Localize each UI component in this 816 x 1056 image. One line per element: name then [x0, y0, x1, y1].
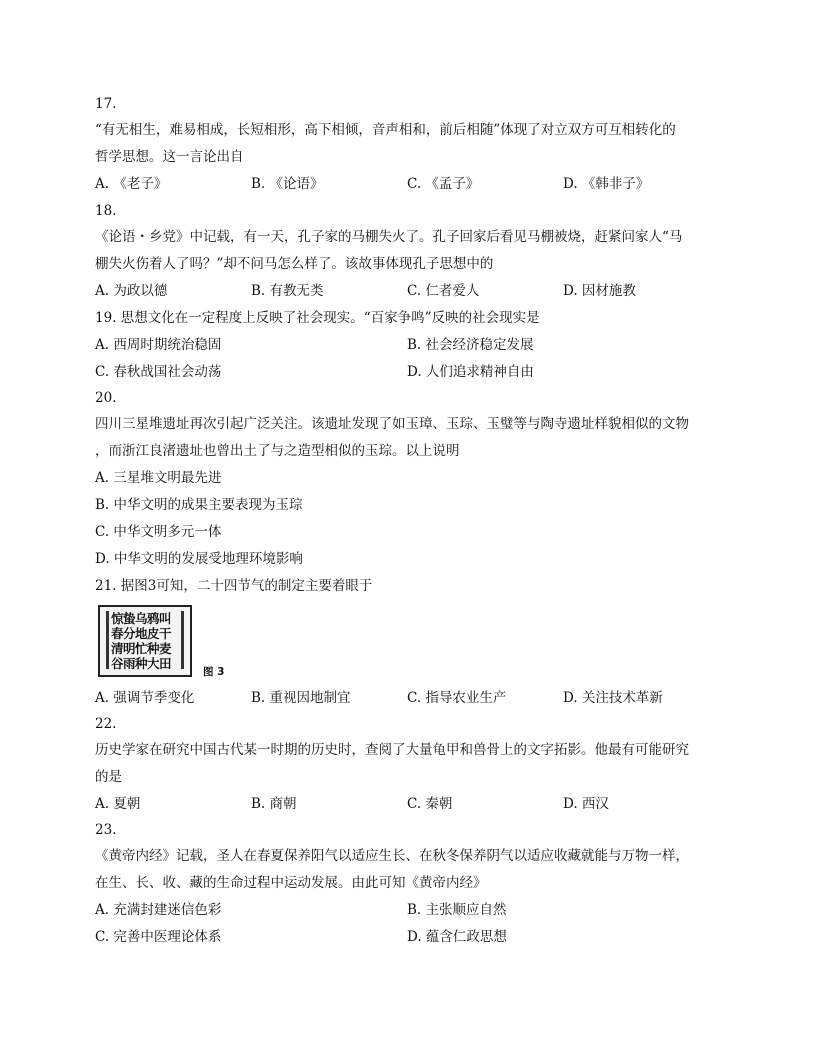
q17-stem-line1: “有无相生，难易相成，长短相形，高下相倾，音声相和，前后相随”体现了对立双方可互相转化的: [95, 122, 676, 138]
q17-option-c: C. 《孟子》: [407, 176, 480, 192]
q22-option-b: B. 商朝: [251, 796, 297, 812]
q22-number: 22.: [95, 716, 117, 732]
q19-stem: 19. 思想文化在一定程度上反映了社会现实。“百家争鸣”反映的社会现实是: [95, 310, 540, 326]
q20-stem-line2: ，而浙江良渚遗址也曾出土了与之造型相似的玉琮。以上说明: [95, 443, 460, 459]
q22-option-a: A. 夏朝: [95, 796, 141, 812]
q22-stem-line1: 历史学家在研究中国古代某一时期的历史时，查阅了大量龟甲和兽骨上的文字拓影。他最有可能研究: [95, 742, 689, 758]
q18-option-a: A. 为政以德: [95, 283, 168, 299]
q23-option-a: A. 充满封建迷信色彩: [95, 902, 222, 918]
q22-stem-line2: 的是: [95, 769, 122, 785]
q23-number: 23.: [95, 822, 117, 838]
q18-option-c: C. 仁者爱人: [407, 283, 480, 299]
q23-stem-line2: 在生、长、收、藏的生命过程中运动发展。由此可知《黄帝内经》: [95, 875, 487, 891]
q19-option-a: A. 西周时期统治稳固: [95, 337, 222, 353]
q17-option-a: A. 《老子》: [95, 176, 168, 192]
q23-option-b: B. 主张顺应自然: [407, 902, 507, 918]
q19-option-d: D. 人们追求精神自由: [407, 364, 534, 380]
q23-option-c: C. 完善中医理论体系: [95, 929, 222, 945]
figure-row-1: 惊蛰乌鸦叫: [111, 611, 172, 626]
q21-option-d: D. 关注技术革新: [563, 690, 663, 706]
q21-option-b: B. 重视因地制宜: [251, 690, 351, 706]
q20-option-a: A. 三星堆文明最先进: [95, 470, 222, 486]
q20-option-c: C. 中华文明多元一体: [95, 524, 222, 540]
q21-stem: 21. 据图3可知，二十四节气的制定主要着眼于: [95, 578, 373, 594]
q18-stem-line1: 《论语・乡党》中记载，有一天，孔子家的马棚失火了。孔子回家后看见马棚被烧，赶紧问家人“马: [95, 229, 683, 245]
figure-label: 图 3: [203, 666, 225, 678]
q19-option-b: B. 社会经济稳定发展: [407, 337, 534, 353]
q22-option-c: C. 秦朝: [407, 796, 453, 812]
q20-stem-line1: 四川三星堆遗址再次引起广泛关注。该遗址发现了如玉璋、玉琮、玉璧等与陶寺遗址样貌相似的文物: [95, 416, 689, 432]
q17-number: 17.: [95, 96, 117, 112]
q18-option-b: B. 有教无类: [251, 283, 324, 299]
q17-option-b: B. 《论语》: [251, 176, 324, 192]
q20-number: 20.: [95, 390, 117, 406]
q21-option-a: A. 强调节季变化: [95, 690, 195, 706]
q20-option-d: D. 中华文明的发展受地理环境影响: [95, 551, 303, 567]
q17-option-d: D. 《韩非子》: [563, 176, 650, 192]
q18-number: 18.: [95, 203, 117, 219]
q21-option-c: C. 指导农业生产: [407, 690, 507, 706]
figure-row-3: 清明忙种麦: [111, 641, 172, 656]
q23-option-d: D. 蕴含仁政思想: [407, 929, 507, 945]
figure-3-solar-terms-rhyme: [98, 605, 192, 677]
figure-row-2: 春分地皮干: [111, 626, 172, 641]
q18-option-d: D. 因材施教: [563, 283, 636, 299]
q18-stem-line2: 棚失火伤着人了吗？”却不问马怎么样了。该故事体现孔子思想中的: [95, 256, 494, 272]
q23-stem-line1: 《黄帝内经》记载，圣人在春夏保养阳气以适应生长、在秋冬保养阴气以适应收藏就能与万物一样，: [95, 848, 689, 864]
q17-stem-line2: 哲学思想。这一言论出自: [95, 149, 244, 165]
q22-option-d: D. 西汉: [563, 796, 609, 812]
figure-row-4: 谷雨种大田: [111, 656, 172, 671]
q20-option-b: B. 中华文明的成果主要表现为玉琮: [95, 497, 303, 513]
q19-option-c: C. 春秋战国社会动荡: [95, 364, 222, 380]
